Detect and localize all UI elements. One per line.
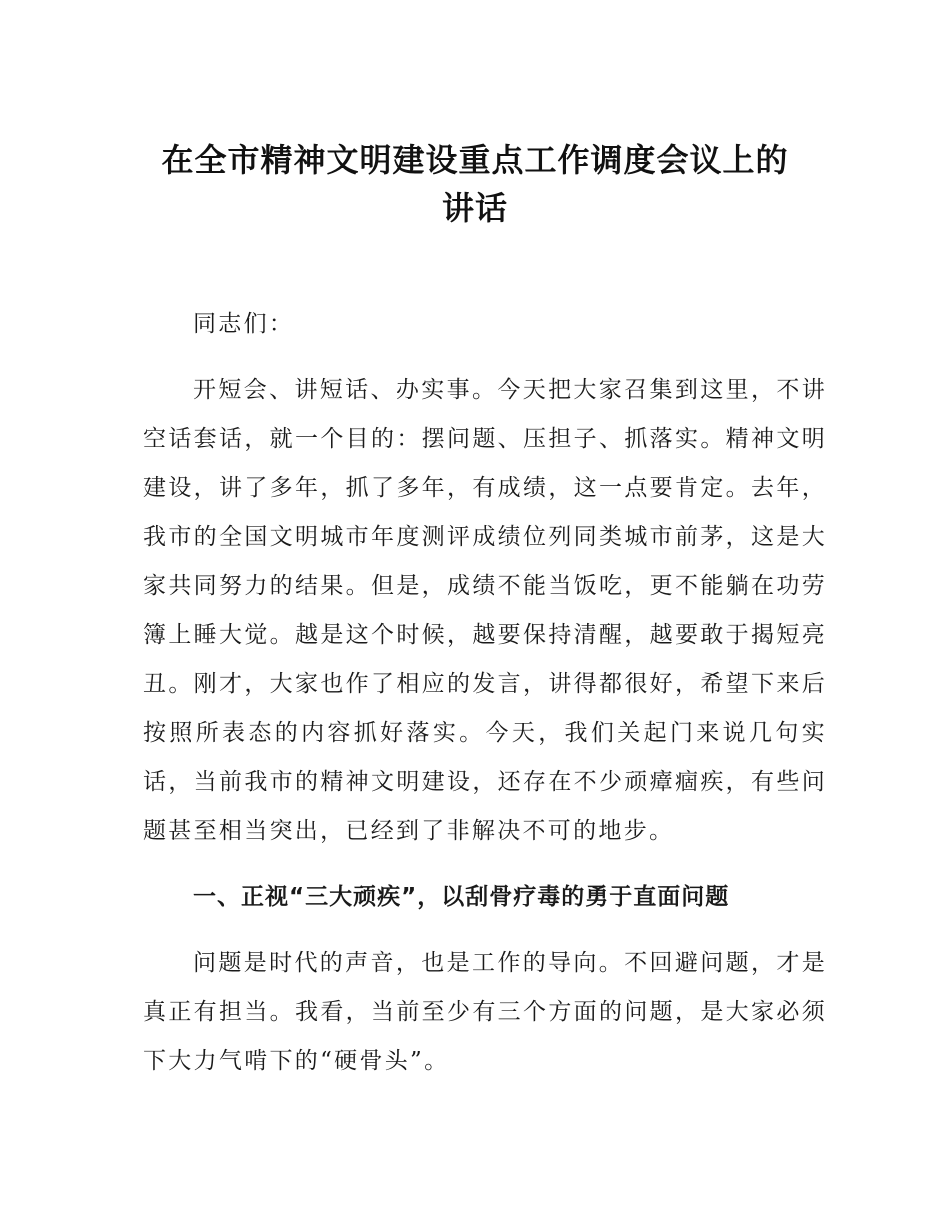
title-line-2: 讲话 — [441, 189, 508, 228]
document-body — [143, 300, 827, 1103]
salutation: 同志们： — [193, 311, 295, 337]
title-line-1: 在全市精神文明建设重点工作调度会议上的 — [161, 141, 789, 180]
paragraph-problems: 问题是时代的声音，也是工作的导向。不回避问题，才是真正有担当。我看，当前至少有三个方面的问题，是大家必须下大力气啃下的“硬骨头”。 — [143, 950, 827, 1074]
section-heading-1: 一、正视“三大顽疾”，以刮骨疗毒的勇于直面问题 — [193, 884, 730, 910]
paragraph-opening: 开短会、讲短话、办实事。今天把大家召集到这里，不讲空话套话，就一个目的：摆问题、压担子、抓落实。精神文明建设，讲了多年，抓了多年，有成绩，这一点要肯定。去年，我市的全国文明城市年度测评成绩位列同类城市前茅，这是大家共同努力的结果。但是，成绩不能当饭吃，更不能躺在功劳簿上睡大觉。越是这个时候，越要保持清醒，越要敢于揭短亮丑。刚才，大家也作了相应的发言，讲得都很好，希望下来后按照所表态的内容抓好落实。今天，我们关起门来说几句实话，当前我市的精神文明建设，还存在不少顽瘴痼疾，有些问题甚至相当突出，已经到了非解决不可的地步。 — [143, 377, 827, 844]
document-title — [120, 136, 830, 232]
